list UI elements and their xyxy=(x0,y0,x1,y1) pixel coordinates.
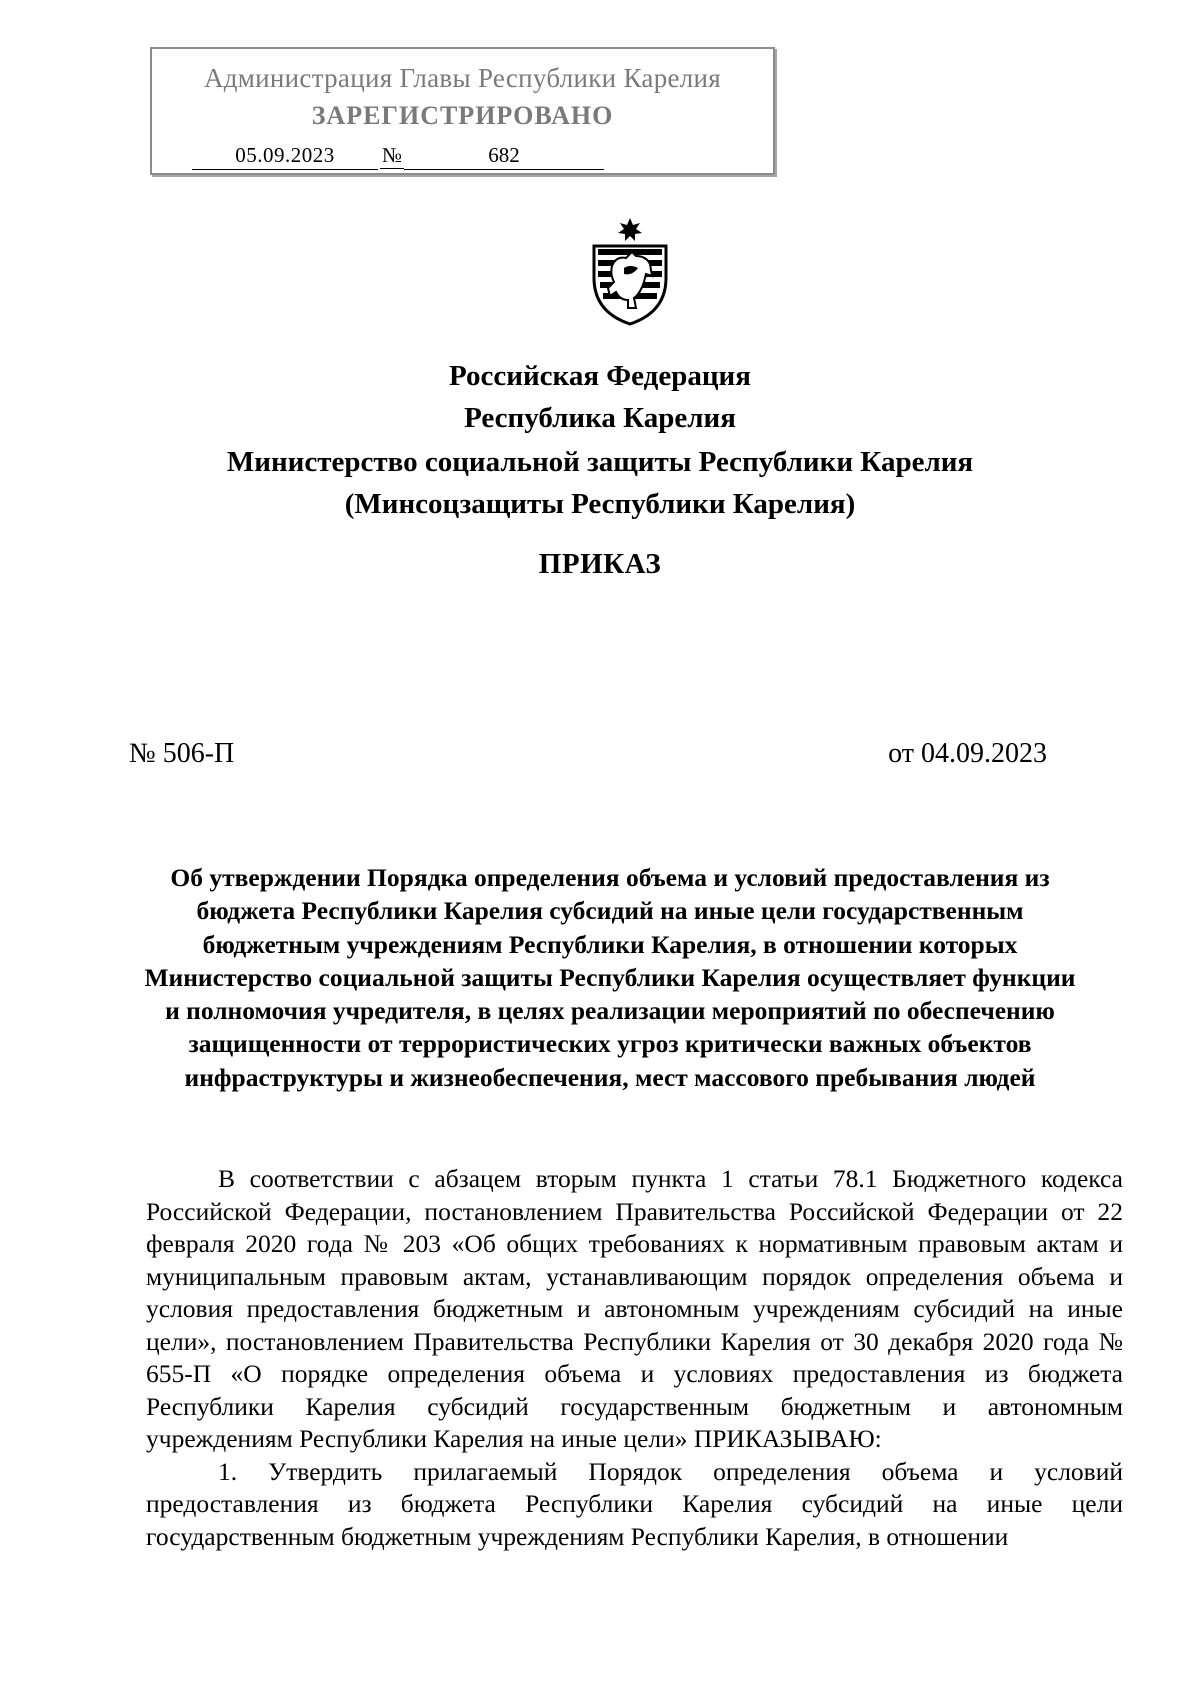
document-type: ПРИКАЗ xyxy=(538,548,662,580)
coat-of-arms-icon xyxy=(580,216,680,326)
header-country: Российская Федерация xyxy=(449,360,751,392)
stamp-number-sign: № xyxy=(381,143,403,167)
stamp-date: 05.09.2023 xyxy=(192,143,378,170)
registration-stamp xyxy=(150,47,775,175)
stamp-title: ЗАРЕГИСТРИРОВАНО xyxy=(311,101,614,130)
order-number: № 506-П xyxy=(129,738,235,769)
header-ministry: Министерство социальной защиты Республики Карелия xyxy=(226,446,974,478)
order-body xyxy=(146,1163,1123,1553)
stamp-organization: Администрация Главы Республики Карелия xyxy=(203,63,722,93)
order-subject: Об утверждении Порядка определения объема и условий предоставления из бюджета Республики Карелия субсидий на иные цели государственным бюджетным учреждениям Республики Карелия, в отношении которых Министерство социальной защиты Республики Карелия осуществляет функции и полномочия учредителя, в целях реализации мероприятий по обеспечению защищенности от террористических угроз критически важных объектов инфраструктуры и жизнеобеспечения, мест массового пребывания людей xyxy=(144,863,1076,1092)
header-republic: Республика Карелия xyxy=(464,402,736,434)
order-date: от 04.09.2023 xyxy=(888,738,1047,769)
stamp-registration-line xyxy=(192,143,752,171)
body-paragraph: 1. Утвердить прилагаемый Порядок определения объема и условий предоставления из бюджета Республики Карелия субсидий на иные цели государственным бюджетным учреждениям Республики Карелия, в отношении xyxy=(146,1456,1123,1551)
stamp-number: 682 xyxy=(404,143,604,170)
body-paragraph: В соответствии с абзацем вторым пункта 1 статьи 78.1 Бюджетного кодекса Российской Федерации, постановлением Правительства Российской Федерации от 22 февраля 2020 года № 203 «Об общих требованиях к нормативным правовым актам и муниципальным правовым актам, устанавливающим порядок определения объема и условия предоставления бюджетным и автономным учреждениям субсидий на иные цели», постановлением Правительства Республики Карелия от 30 декабря 2020 года № 655-П «О порядке определения объема и условиях предоставления из бюджета Республики Карелия субсидий государственным бюджетным и автономным учреждениям Республики Карелия на иные цели» ПРИКАЗЫВАЮ: xyxy=(146,1164,1123,1453)
header-ministry-short: (Минсоцзащиты Республики Карелия) xyxy=(344,488,856,520)
